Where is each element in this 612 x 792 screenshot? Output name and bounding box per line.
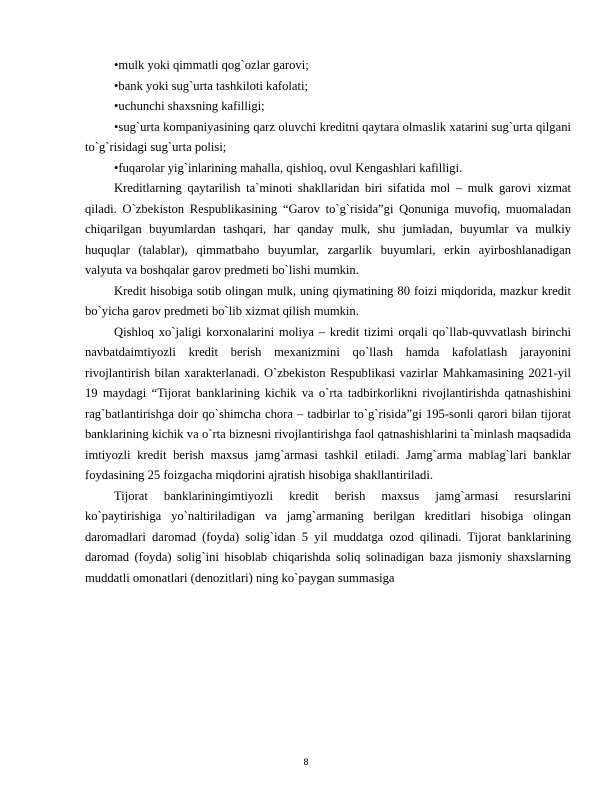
bullet-dot: • <box>114 58 119 72</box>
paragraph-collateral: Kreditlarning qaytarilish ta`minoti shakllaridan biri sifatida mol – mulk garovi xizmat qiladi. O`zbekiston Respublikasining “Garov to`g`risida”gi Qonuniga muvofiq, muomaladan chiqarilgan buyumlardan tashqari, har qanday mulk, shu jumladan, buyumlar va mulkiy huquqlar (talablar), qimmatbaho buyumlar, zargarlik buyumlari, erkin ayirboshlanadigan valyuta va boshqalar garov predmeti bo`lishi mumkin. <box>85 181 571 277</box>
bullet-item <box>85 55 571 76</box>
paragraph-agriculture-support: Qishloq xo`jaligi korxonalarini moliya – kredit tizimi orqali qo`llab-quvvatlash birinchi navbatdaimtiyozli kredit berish mexanizmini qo`llash hamda kafolatlash jarayonini rivojlantirish bilan xarakterlanadi. O`zbekiston Respublikasi vazirlar Mahkamasining 2021-yil 19 maydagi “Tijorat banklarining kichik va o`rta tadbirkorlikni rivojlantirishda qatnashishini rag`batlantirishga doir qo`shimcha chora – tadbirlar to`g`risida”gi 195-sonli qarori bilan tijorat banklarining kichik va o`rta biznesni rivojlantirishga faol qatnashishlarini ta`minlash maqsadida imtiyozli kredit berish maxsus jamg`armasi tashkil etiladi. Jamg`arma mablag`lari banklar foydasining 25 foizgacha miqdorini ajratish hisobiga shakllantiriladi. <box>85 324 571 482</box>
paragraph-tax-exemption: Tijorat banklariningimtiyozli kredit berish maxsus jamg`armasi resurslarini ko`paytirishiga yo`naltiriladigan va jamg`armaning berilgan kreditlari hisobiga olingan daromadlari daromad (foyda) solig`idan 5 yil muddatga ozod qilinadi. Tijorat banklarining daromad (foyda) solig`ini hisoblab chiqarishda soliq solinadigan baza jismoniy shaxslarning muddatli omonatlari (denozitlari) ning ko`paygan summasiga <box>85 488 571 585</box>
bullet-text: uchunchi shaxsning kafilligi; <box>118 99 265 113</box>
bullet-text: fuqarolar yig`inlarining mahalla, qishloq, ovul Kengashlari kafilligi. <box>118 160 463 175</box>
document-page <box>85 55 571 588</box>
bullet-dot: • <box>114 119 119 134</box>
bullet-item <box>85 96 571 117</box>
bullet-text: sug`urta kompaniyasining qarz oluvchi kreditni qaytara olmaslik xatarini sug`urta qilgani to`g`risidagi sug`urta polisi; <box>85 119 571 154</box>
bullet-item <box>85 76 571 97</box>
bullet-text: mulk yoki qimmatli qog`ozlar garovi; <box>118 58 309 72</box>
bullet-dot: • <box>114 160 119 175</box>
bullet-dot: • <box>114 99 119 113</box>
page-number: 8 <box>303 757 309 767</box>
paragraph-credit-property: Kredit hisobiga sotib olingan mulk, uning qiymatining 80 foizi miqdorida, mazkur kredit bo`yicha garov predmeti bo`lib xizmat qilish mumkin. <box>85 283 571 318</box>
bullet-text: bank yoki sug`urta tashkiloti kafolati; <box>118 78 308 93</box>
bullet-item <box>85 158 571 179</box>
bullet-dot: • <box>114 78 119 93</box>
bullet-item <box>85 117 571 158</box>
